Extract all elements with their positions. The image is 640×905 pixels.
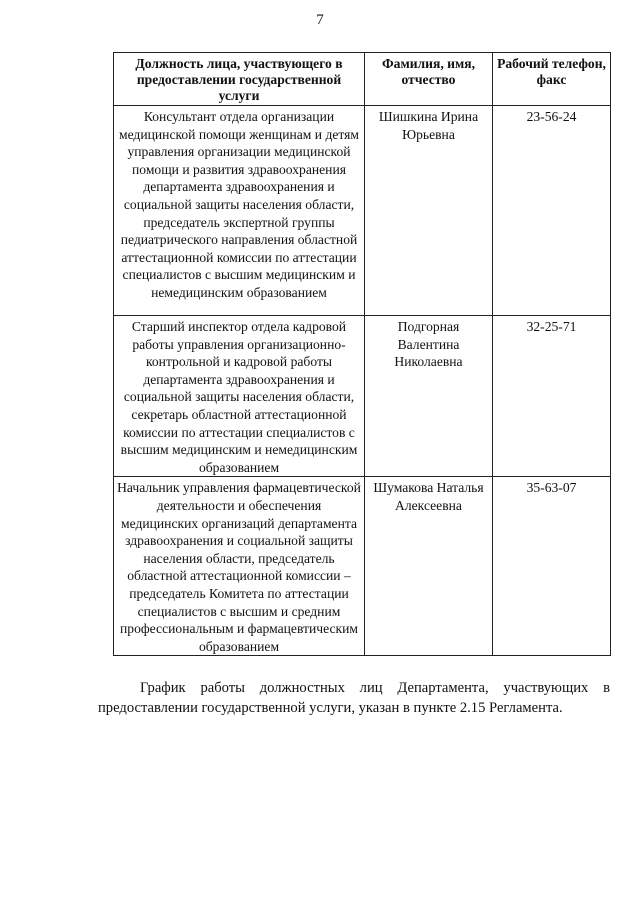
- cell-position: Консультант отдела организации медицинской помощи женщинам и детям управления организации медицинской помощи и развития здравоохранения департамента здравоохранения и социальной защиты населения области, председатель экспертной группы педиатрического направления областной аттестационной комиссии по аттестации специалистов с высшим медицинским и немедицинским образованием: [114, 106, 365, 316]
- schedule-note: График работы должностных лиц Департамента, участвующих в предоставлении государственной услуги, указан в пункте 2.15 Регламента.: [98, 679, 610, 716]
- cell-name: Шумакова Наталья Алексеевна: [365, 477, 493, 656]
- page-number: 7: [316, 12, 324, 28]
- cell-position: Начальник управления фармацевтической деятельности и обеспечения медицинских организаций департамента здравоохранения и социальной защиты населения области, председатель областной аттестационной комиссии – председатель Комитета по аттестации специалистов с высшим и средним профессиональным и фармацевтическим образованием: [114, 477, 365, 656]
- cell-position: Старший инспектор отдела кадровой работы управления организационно-контрольной и кадровой работы департамента здравоохранения и социальной защиты населения области, секретарь областной аттестационной комиссии по аттестации специалистов с высшим медицинским и немедицинским образованием: [114, 316, 365, 477]
- table-row: [114, 477, 611, 656]
- contacts-table: [113, 52, 611, 656]
- cell-phone: 32-25-71: [493, 316, 611, 477]
- table-row: [114, 316, 611, 477]
- cell-phone: 35-63-07: [493, 477, 611, 656]
- cell-phone: 23-56-24: [493, 106, 611, 316]
- cell-name: Подгорная Валентина Николаевна: [365, 316, 493, 477]
- header-phone: Рабочий телефон, факс: [493, 53, 611, 106]
- header-position: Должность лица, участвующего в предоставлении государственной услуги: [114, 53, 365, 106]
- header-name: Фамилия, имя, отчество: [365, 53, 493, 106]
- table-row: [114, 106, 611, 316]
- table-header-row: [114, 53, 611, 106]
- cell-name: Шишкина Ирина Юрьевна: [365, 106, 493, 316]
